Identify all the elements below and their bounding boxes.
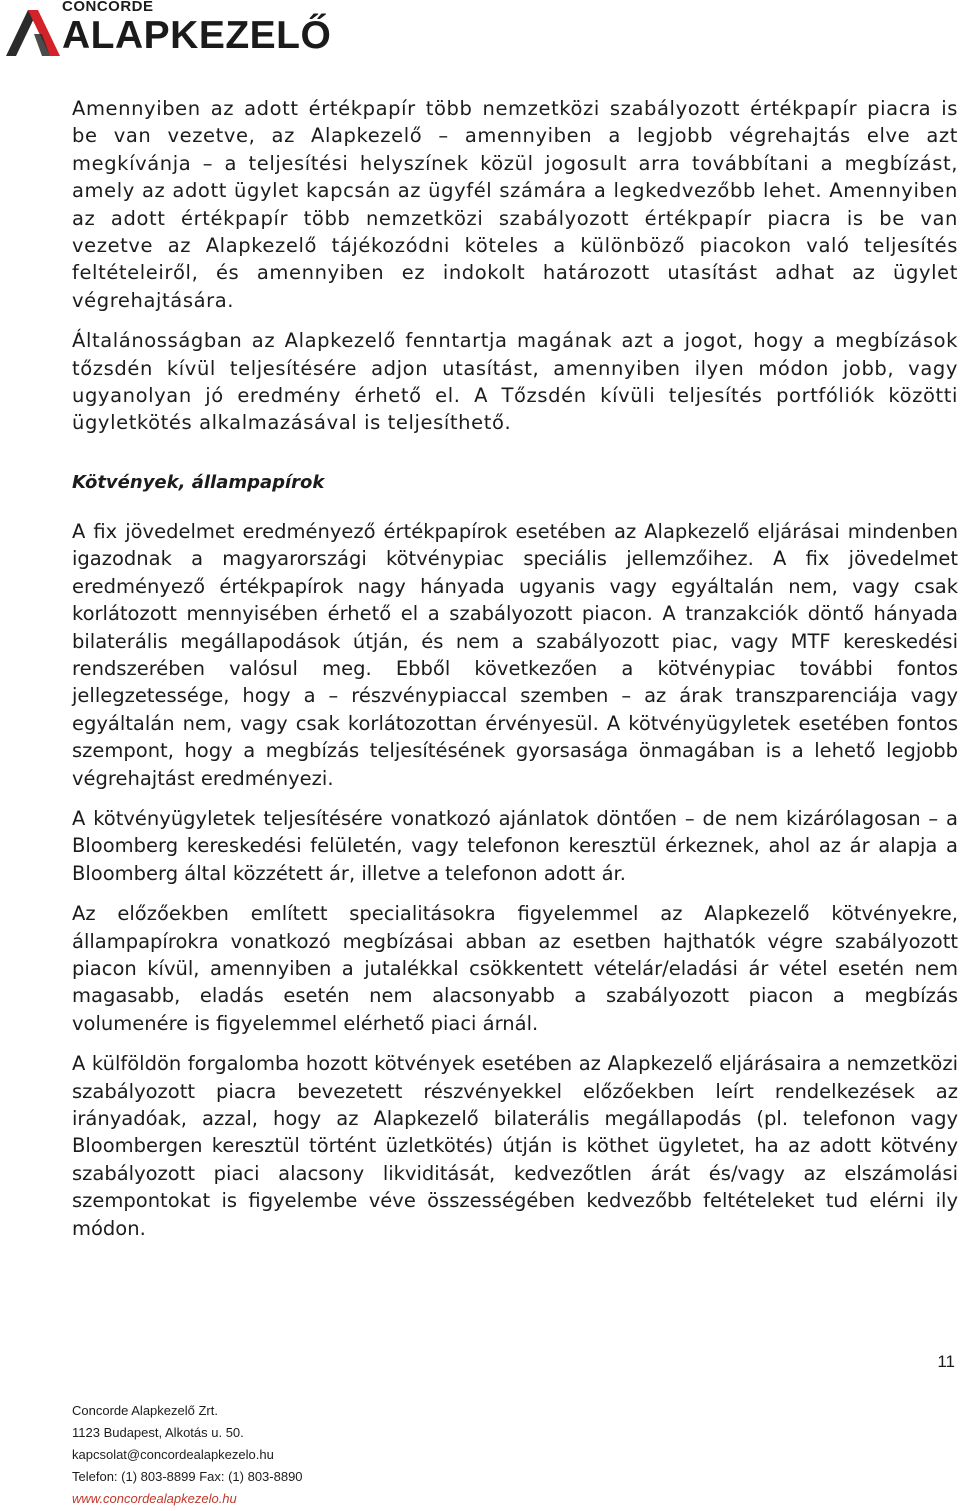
paragraph-otc-execution: Általánosságban az Alapkezelő fenntartja magának azt a jogot, hogy a megbízások tőzsdén kívül teljesítésére adjon utasítást, amennyiben ilyen módon jobb, vagy ugyanolyan jó eredmény érhető el. A Tőzsdén kívüli teljesítés portfóliók közötti ügyletkötés alkalmazásával is teljesíthető. (72, 329, 958, 435)
paragraph-best-execution-markets: Amennyiben az adott értékpapír több nemzetközi szabályozott értékpapír piacra is be van vezetve, az Alapkezelő – amennyiben a legjobb végrehajtás elve azt megkívánja – a teljesítési helyszínek közül jogosult arra továbbítani a megbízást, amely az adott ügylet kapcsán az ügyfél számára a legkedvezőbb lehet. Amennyiben az adott értékpapír több nemzetközi szabályozott értékpapír piacra is be van vezetve az Alapkezelő tájékozódni köteles a különböző piacokon való teljesítés feltételeiről, és amennyiben ez indokolt határozott utasítást adhat az ügylet végrehajtására. (72, 97, 958, 312)
footer-website-link[interactable]: www.concordealapkezelo.hu (72, 1491, 237, 1506)
footer-company: Concorde Alapkezelő Zrt. (72, 1403, 218, 1418)
logo-mark-icon (4, 6, 64, 58)
paragraph-foreign-bonds: A külföldön forgalomba hozott kötvények esetében az Alapkezelő eljárásaira a nemzetközi szabályozott piacra bevezetett részvényekkel előzőekben leírt rendelkezések az irányadóak, azzal, hogy az Alapkezelő bilaterális megállapodás (pl. telefonon vagy Bloombergen keresztül történt üzletkötés) útján is köthet ügyletet, ha az adott kötvény szabályozott piaci alacsony likviditását, kedvezőtlen árát és/vagy az elszámolási szempontokat is figyelembe véve összességében kedvezőbb feltételeket tud elérni ily módon. (72, 1052, 958, 1240)
footer-address: 1123 Budapest, Alkotás u. 50. (72, 1425, 244, 1440)
company-logo (4, 0, 404, 60)
paragraph-bond-execution-conditions: Az előzőekben említett specialitásokra figyelemmel az Alapkezelő kötvényekre, állampapírokra vonatkozó megbízásai abban az esetben hajthatók végre szabályozott piacon kívül, amennyiben a jutalékkal csökkentett vételár/eladási ár vétel esetén nem magasabb, eladás esetén nem alacsonyabb a szabályozott piacon a megbízás volumenére is figyelemmel elérhető piaci árnál. (72, 902, 958, 1035)
footer (72, 1400, 303, 1510)
logo-brand-small: CONCORDE (62, 0, 154, 15)
document-body (72, 95, 958, 1255)
paragraph-bloomberg-offers: A kötvényügyletek teljesítésére vonatkozó ajánlatok döntően – de nem kizárólagosan – a Bloomberg kereskedési felületén, vagy telefonon keresztül érkeznek, ahol az ár alapja a Bloomberg által közzétett ár, illetve a telefonon adott ár. (72, 806, 958, 885)
paragraph-fixed-income: A fix jövedelmet eredményező értékpapírok esetében az Alapkezelő eljárásai mindenben igazodnak a magyarországi kötvénypiac speciális jellemzőihez. A fix jövedelmet eredményező értékpapírok nagy hányada ugyanis vagy egyáltalán nem, vagy csak korlátozott mennyisében érhető el a szabályozott piacon. A tranzakciók döntő hányada bilaterális megállapodások útján, és nem a szabályozott piac, vagy MTF kereskedési rendszerében valósul meg. Ebből következően a kötvénypiac további fontos jellegzetessége, hogy a – részvénypiaccal szemben – az árak transzparenciája vagy egyáltalán nem, vagy csak korlátozottan érvényesül. A kötvényügyletek esetében fontos szempont, hogy a megbízás teljesítésének gyorsasága önmagában is a lehető legjobb végrehajtást eredményezi. (72, 519, 958, 790)
footer-phone-fax: Telefon: (1) 803-8899 Fax: (1) 803-8890 (72, 1469, 303, 1484)
page-number: 11 (937, 1352, 955, 1371)
footer-email[interactable]: kapcsolat@concordealapkezelo.hu (72, 1447, 274, 1462)
section-heading-bonds: Kötvények, állampapírok (72, 471, 325, 493)
logo-brand-big: ALAPKEZELŐ (62, 14, 332, 57)
